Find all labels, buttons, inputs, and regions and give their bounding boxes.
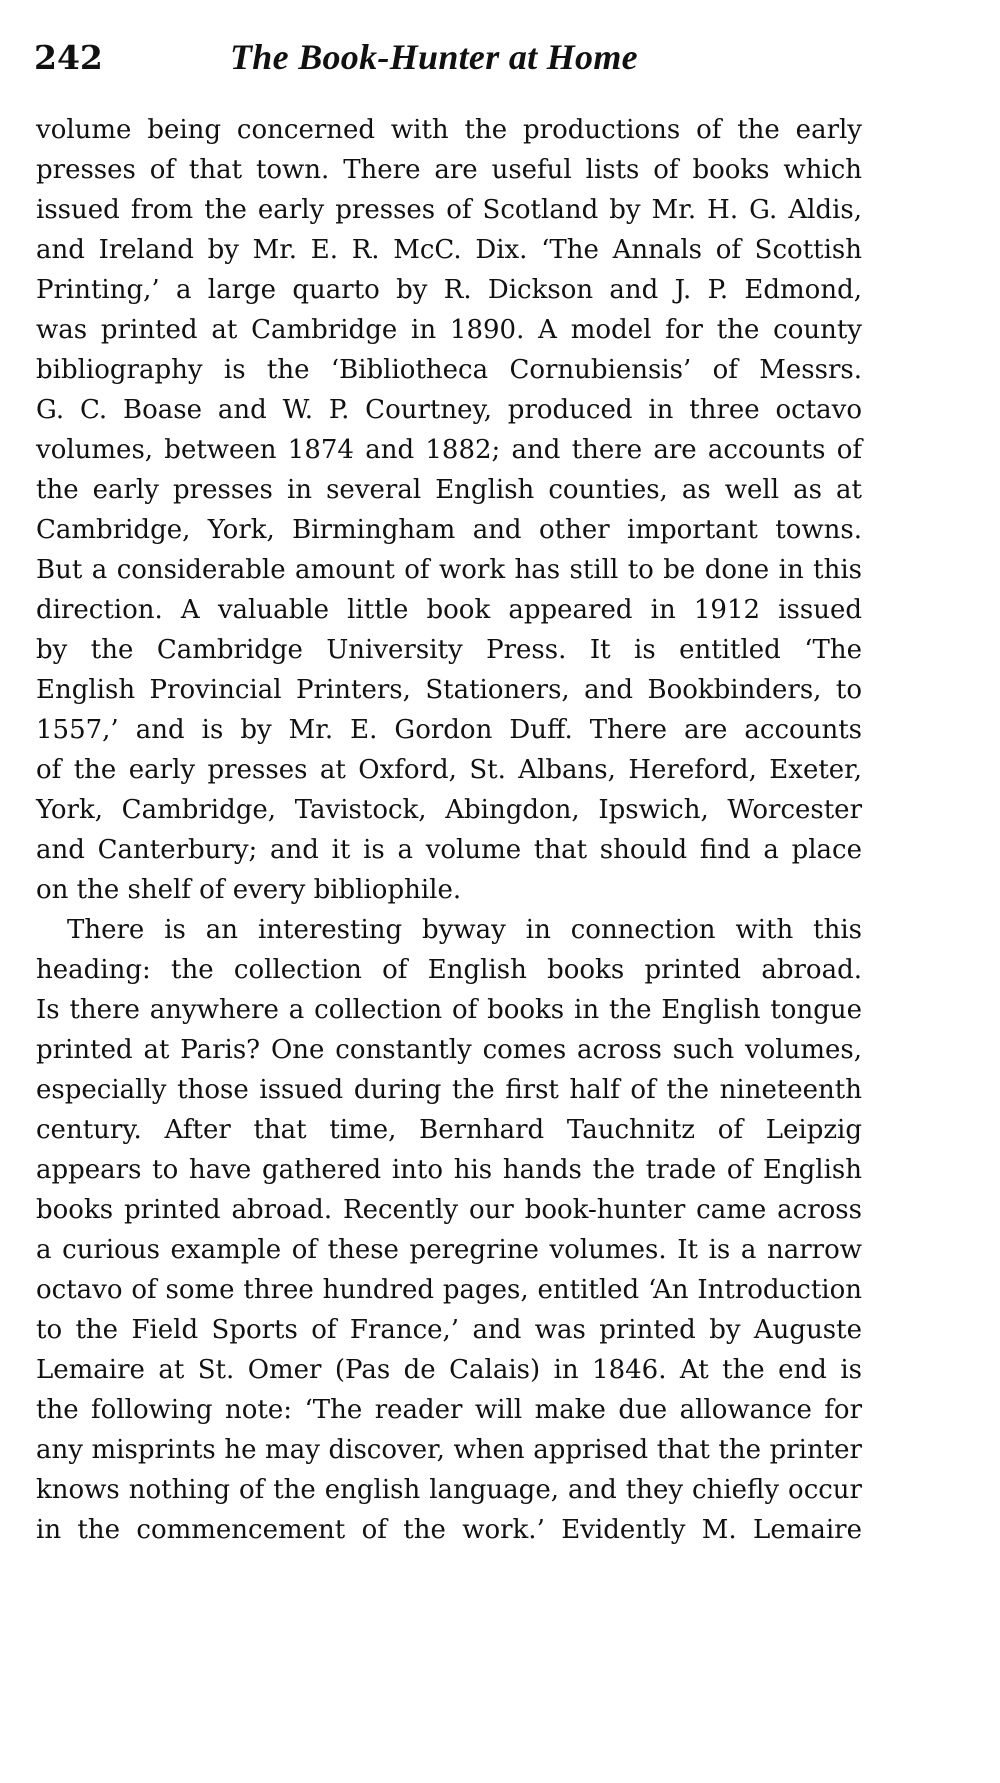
- text-line: Cambridge, York, Birmingham and other important towns.: [36, 515, 862, 545]
- text-line: printed at Paris? One constantly comes across such volumes,: [36, 1035, 862, 1065]
- text-line: knows nothing of the english language, and they chiefly occur: [36, 1475, 862, 1505]
- text-line: a curious example of these peregrine volumes. It is a narrow: [36, 1235, 862, 1265]
- text-line: 1557,’ and is by Mr. E. Gordon Duff. There are accounts: [36, 715, 862, 745]
- text-line: presses of that town. There are useful lists of books which: [36, 155, 862, 185]
- text-line: especially those issued during the first half of the nineteenth: [36, 1075, 862, 1105]
- text-line: octavo of some three hundred pages, entitled ‘An Introduction: [36, 1275, 862, 1305]
- text-line: bibliography is the ‘Bibliotheca Cornubiensis’ of Messrs.: [36, 355, 862, 385]
- text-line: English Provincial Printers, Stationers, and Bookbinders, to: [36, 675, 862, 705]
- page-number: 242: [34, 38, 103, 77]
- text-line: the following note: ‘The reader will make due allowance for: [36, 1395, 862, 1425]
- body-text: [36, 110, 862, 1550]
- text-line: volume being concerned with the productions of the early: [36, 115, 862, 145]
- text-line: was printed at Cambridge in 1890. A model for the county: [36, 315, 862, 345]
- text-line: direction. A valuable little book appeared in 1912 issued: [36, 595, 862, 625]
- running-title: The Book-Hunter at Home: [230, 37, 638, 77]
- text-line: books printed abroad. Recently our book-hunter came across: [36, 1195, 862, 1225]
- text-line: appears to have gathered into his hands the trade of English: [36, 1155, 862, 1185]
- text-line: volumes, between 1874 and 1882; and there are accounts of: [36, 435, 862, 465]
- text-line: Is there anywhere a collection of books in the English tongue: [36, 995, 862, 1025]
- text-line: any misprints he may discover, when apprised that the printer: [36, 1435, 862, 1465]
- text-line: G. C. Boase and W. P. Courtney, produced in three octavo: [36, 395, 862, 425]
- text-line: York, Cambridge, Tavistock, Abingdon, Ipswich, Worcester: [36, 795, 862, 825]
- text-line: issued from the early presses of Scotland by Mr. H. G. Aldis,: [36, 195, 862, 225]
- paragraph-2: [36, 910, 862, 1550]
- text-line: the early presses in several English counties, as well as at: [36, 475, 862, 505]
- text-line: of the early presses at Oxford, St. Albans, Hereford, Exeter,: [36, 755, 862, 785]
- text-line: There is an interesting byway in connection with this: [67, 915, 862, 945]
- text-line: in the commencement of the work.’ Evidently M. Lemaire: [36, 1515, 862, 1545]
- text-line: to the Field Sports of France,’ and was printed by Auguste: [36, 1315, 862, 1345]
- running-head: [34, 30, 864, 80]
- paragraph-1: [36, 110, 862, 910]
- text-line: and Canterbury; and it is a volume that should find a place: [36, 835, 862, 865]
- text-line: Lemaire at St. Omer (Pas de Calais) in 1846. At the end is: [36, 1355, 862, 1385]
- text-line: by the Cambridge University Press. It is entitled ‘The: [36, 635, 862, 665]
- text-line: on the shelf of every bibliophile.: [36, 875, 462, 905]
- text-line: and Ireland by Mr. E. R. McC. Dix. ‘The Annals of Scottish: [36, 235, 862, 265]
- text-line: heading: the collection of English books printed abroad.: [36, 955, 862, 985]
- text-line: Printing,’ a large quarto by R. Dickson and J. P. Edmond,: [36, 275, 862, 305]
- text-line: But a considerable amount of work has still to be done in this: [36, 555, 862, 585]
- text-line: century. After that time, Bernhard Tauchnitz of Leipzig: [36, 1115, 862, 1145]
